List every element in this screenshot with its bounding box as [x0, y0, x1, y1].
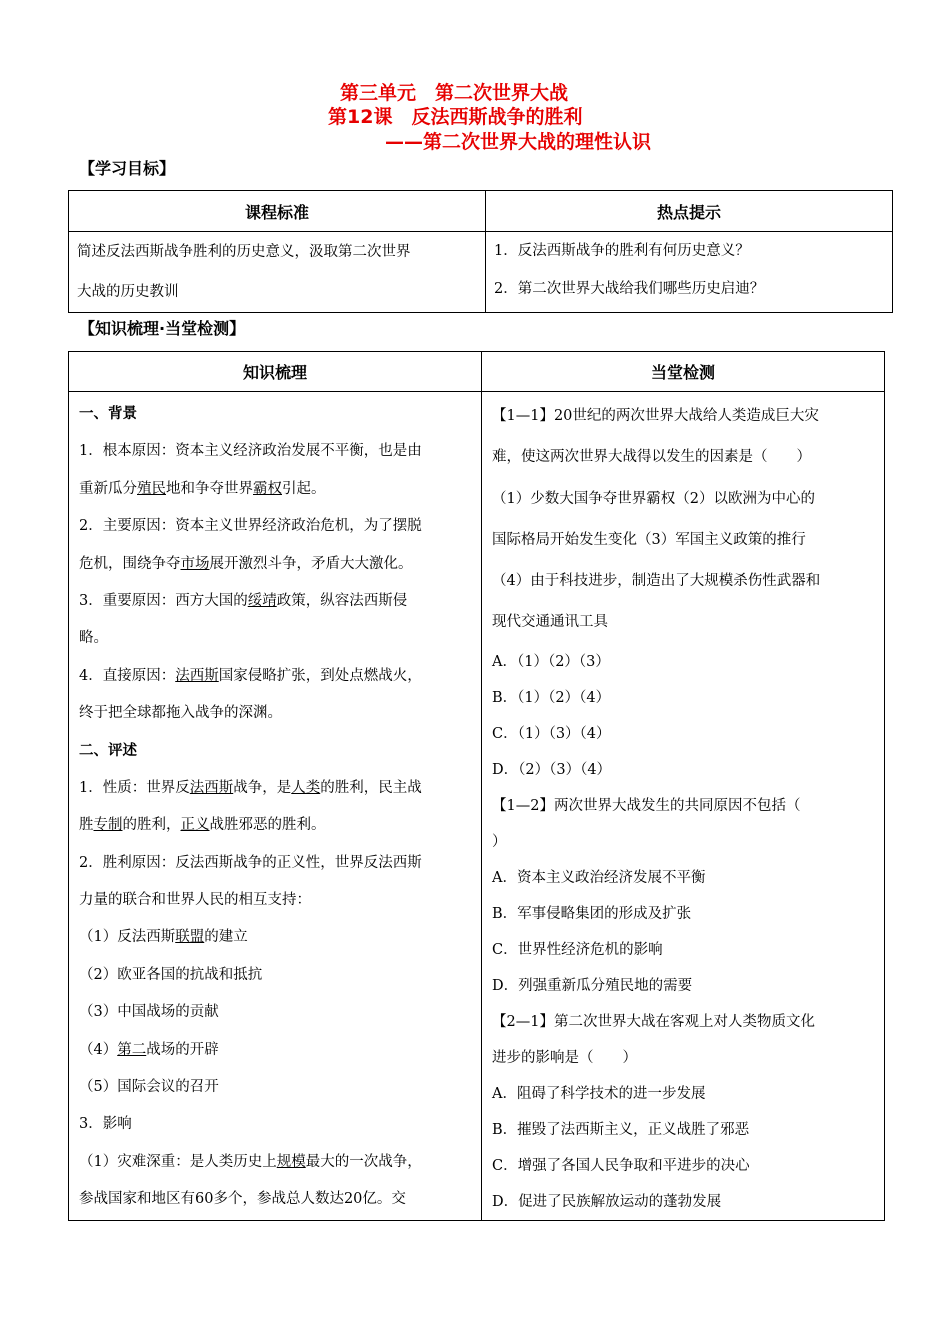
option-d: D．列强重新瓜分殖民地的需要 — [492, 977, 693, 994]
keyword: 专制 — [93, 817, 123, 834]
hint-question: 2．第二次世界大战给我们哪些历史启迪？ — [494, 281, 765, 297]
text: 4．直接原因： — [79, 667, 176, 684]
option-b: B．军事侵略集团的形成及扩张 — [492, 905, 692, 922]
main-content-row — [69, 392, 885, 1221]
hint-question: 1．反法西斯战争的胜利有何历史意义？ — [494, 243, 750, 259]
question-1-1-stem: 【1—1】20世纪的两次世界大战给人类造成巨大灾 — [492, 408, 819, 424]
text: 战胜邪恶的胜利。 — [209, 817, 326, 834]
curriculum-standard-header: 课程标准 — [69, 191, 486, 232]
lesson-title: 第12课 反法西斯战争的胜利 — [328, 106, 583, 128]
option-c: C．增强了各国人民争取和平进步的决心 — [492, 1157, 750, 1174]
keyword: 人类 — [291, 779, 321, 796]
text: （1）反法西斯 — [79, 929, 176, 946]
knowledge-line — [79, 583, 473, 620]
exercise-cell — [482, 392, 885, 1221]
text: 政策，纵容法西斯侵 — [276, 592, 408, 609]
knowledge-line: 3．影响 — [79, 1116, 132, 1133]
text: 国家侵略扩张，到处点燃战火， — [218, 667, 422, 684]
background-heading: 一、背景 — [79, 406, 137, 422]
knowledge-line: 参战国家和地区有60多个，参战总人数达20亿。交 — [79, 1191, 406, 1208]
keyword: 殖民 — [137, 480, 166, 497]
question-2-1-stem: 进步的影响是（ ） — [492, 1049, 637, 1066]
question-1-1-stem: 难，使这两次世界大战得以发生的因素是（ ） — [492, 449, 811, 466]
keyword: 联盟 — [175, 929, 205, 946]
text: （1）灾难深重：是人类历史上 — [79, 1153, 277, 1170]
knowledge-line: （5）国际会议的召开 — [79, 1079, 219, 1096]
option-c: C．世界性经济危机的影响 — [492, 941, 663, 958]
option-d: D．促进了民族解放运动的蓬勃发展 — [492, 1193, 722, 1210]
question-1-1-stem: 国际格局开始发生变化（3）军国主义政策的推行 — [492, 531, 806, 548]
keyword: 绥靖 — [247, 592, 277, 609]
knowledge-line: 力量的联合和世界人民的相互支持： — [79, 892, 311, 909]
option-b: B．（1）（2）（4） — [492, 689, 611, 706]
text: 展开激烈斗争，矛盾大大激化。 — [209, 555, 413, 572]
knowledge-line — [79, 471, 473, 508]
knowledge-line — [79, 1144, 473, 1181]
goals-content-row — [69, 232, 893, 313]
question-1-2-stem: ） — [492, 833, 507, 850]
knowledge-line: 2．胜利原因：反法西斯战争的正义性，世界反法西斯 — [79, 854, 422, 871]
option-a: A．阻碍了科学技术的进一步发展 — [492, 1085, 706, 1102]
option-a: A．资本主义政治经济发展不平衡 — [492, 869, 706, 886]
knowledge-header: 知识梳理 — [69, 352, 482, 392]
knowledge-line — [79, 1032, 473, 1069]
unit-title: 第三单元 第二次世界大战 — [340, 82, 569, 104]
text: 地和争夺世界 — [166, 480, 253, 497]
text: 1．性质：世界反 — [79, 779, 190, 796]
keyword: 规模 — [276, 1153, 306, 1170]
text: 战争，是 — [233, 779, 292, 796]
knowledge-line — [79, 546, 473, 583]
review-section-heading: 【知识梳理·当堂检测】 — [79, 319, 246, 338]
standard-line: 简述反法西斯战争胜利的历史意义，汲取第二次世界 — [77, 244, 411, 260]
knowledge-line — [79, 807, 473, 844]
curriculum-standard-cell — [69, 232, 486, 313]
keyword: 法西斯 — [189, 779, 234, 796]
goals-section-heading: 【学习目标】 — [79, 159, 176, 178]
text: 的胜利，民主战 — [320, 779, 422, 796]
question-1-2-stem: 【1—2】两次世界大战发生的共同原因不包括（ — [492, 797, 801, 814]
keyword: 第二 — [117, 1041, 147, 1058]
exercise-header: 当堂检测 — [482, 352, 885, 392]
evaluation-heading: 二、评述 — [79, 742, 137, 759]
text: 危机，围绕争夺 — [79, 555, 181, 572]
text: 胜 — [79, 817, 94, 834]
knowledge-line: （3）中国战场的贡献 — [79, 1004, 219, 1021]
hot-topics-header: 热点提示 — [486, 191, 893, 232]
text: （4） — [79, 1041, 118, 1058]
keyword: 市场 — [180, 555, 210, 572]
knowledge-line — [79, 770, 473, 807]
knowledge-exercise-table — [68, 351, 885, 1221]
question-1-1-stem: （1）少数大国争夺世界霸权（2）以欧洲为中心的 — [492, 490, 815, 507]
goals-table — [68, 190, 893, 313]
text: 重新瓜分 — [79, 480, 137, 497]
text: 3．重要原因：西方大国的 — [79, 592, 248, 609]
standard-line: 大战的历史教训 — [77, 284, 179, 300]
text: 战场的开辟 — [146, 1041, 219, 1058]
question-1-1-stem: （4）由于科技进步，制造出了大规模杀伤性武器和 — [492, 573, 821, 590]
text: 的胜利， — [122, 817, 181, 834]
text: 的建立 — [204, 929, 248, 946]
question-1-1-stem: 现代交通通讯工具 — [492, 614, 608, 631]
keyword: 正义 — [180, 817, 210, 834]
option-c: C．（1）（3）（4） — [492, 725, 611, 742]
text: 最大的一次战争， — [305, 1153, 422, 1170]
question-2-1-stem: 【2—1】第二次世界大战在客观上对人类物质文化 — [492, 1013, 815, 1030]
option-b: B．摧毁了法西斯主义，正义战胜了邪恶 — [492, 1121, 750, 1138]
option-a: A．（1）（2）（3） — [492, 653, 610, 670]
knowledge-line — [79, 919, 473, 956]
goals-header-row — [69, 191, 893, 232]
knowledge-line: 终于把全球都拖入战争的深渊。 — [79, 705, 282, 722]
lesson-subtitle: ——第二次世界大战的理性认识 — [385, 131, 652, 153]
text: 引起。 — [282, 480, 326, 497]
keyword: 霸权 — [253, 480, 282, 497]
option-d: D．（2）（3）（4） — [492, 761, 612, 778]
keyword: 法西斯 — [175, 667, 219, 684]
knowledge-line: 略。 — [79, 630, 108, 647]
main-header-row — [69, 352, 885, 392]
knowledge-line: 2．主要原因：资本主义世界经济政治危机，为了摆脱 — [79, 518, 422, 535]
knowledge-line: （2）欧亚各国的抗战和抵抗 — [79, 966, 263, 983]
knowledge-line: 1．根本原因：资本主义经济政治发展不平衡，也是由 — [79, 443, 422, 460]
hot-topics-cell — [486, 232, 893, 313]
knowledge-line — [79, 658, 473, 695]
knowledge-cell — [69, 392, 482, 1221]
